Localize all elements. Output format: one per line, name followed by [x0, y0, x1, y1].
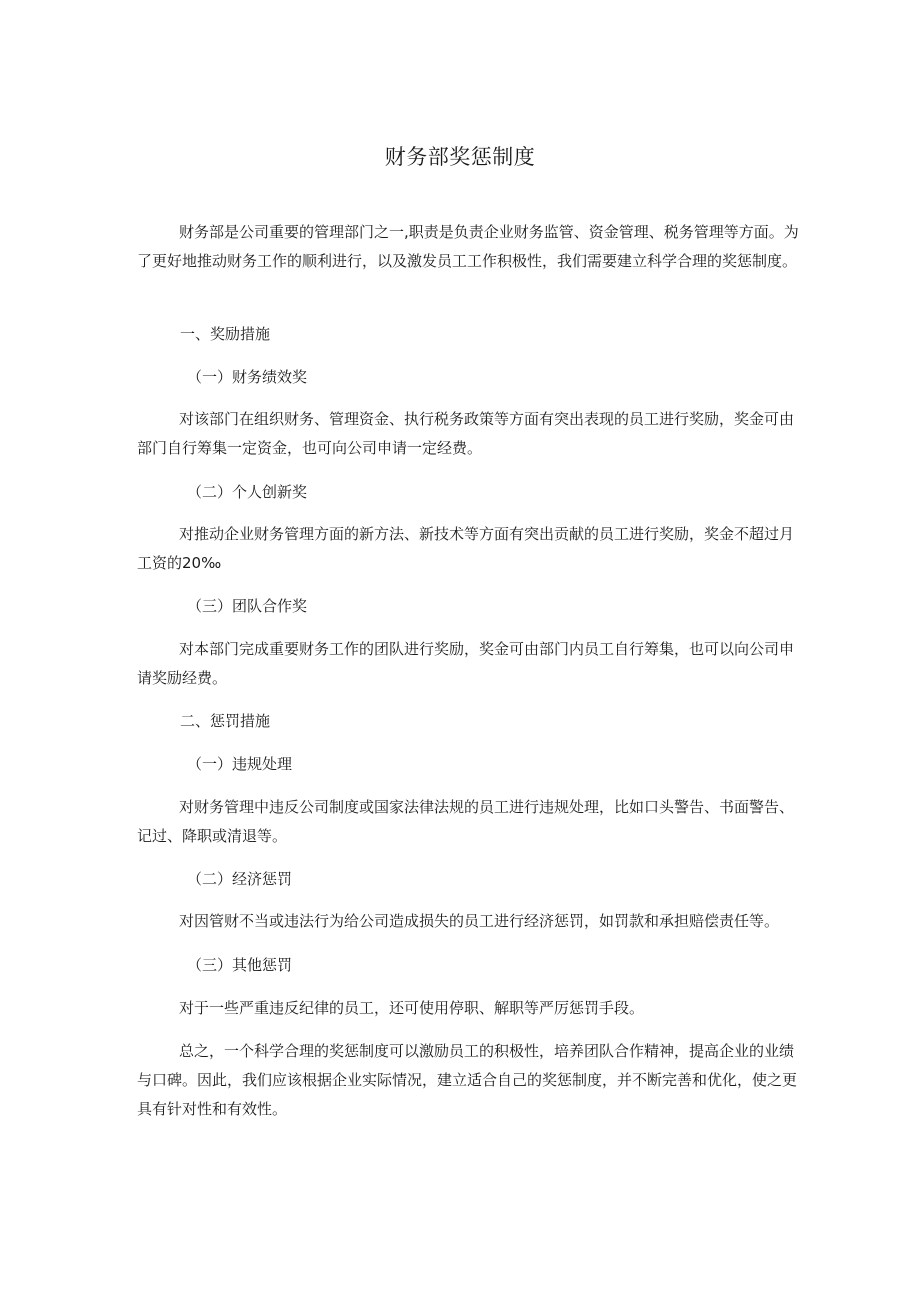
- reward-text-teamwork: 对本部门完成重要财务工作的团队进行奖励，奖金可由部门内员工自行筹集，也可以向公司申请奖励经费。: [137, 640, 795, 687]
- rewards-heading: 一、奖励措施: [180, 325, 271, 343]
- reward-subheading-performance: （一）财务绩效奖: [187, 368, 308, 386]
- conclusion-paragraph: 总之，一个科学合理的奖惩制度可以激励员工的积极性，培养团队合作精神，提高企业的业绩与口碑。因此，我们应该根据企业实际情况，建立适合自己的奖惩制度，并不断完善和优化，使之更具有针对性和有效性。: [137, 1042, 798, 1118]
- reward-text-innovation: 对推动企业财务管理方面的新方法、新技术等方面有突出贡献的员工进行奖励，奖金不超过月工资的20‰: [137, 525, 795, 572]
- penalty-text-other: 对于一些严重违反纪律的员工，还可使用停职、解职等严厉惩罚手段。: [179, 999, 645, 1017]
- penalty-subheading-other: （三）其他惩罚: [187, 956, 293, 974]
- penalty-subheading-economic: （二）经济惩罚: [187, 870, 293, 888]
- penalty-subheading-violation: （一）违规处理: [187, 755, 293, 773]
- reward-subheading-teamwork: （三）团队合作奖: [187, 597, 308, 615]
- penalties-heading: 二、惩罚措施: [180, 712, 271, 730]
- reward-text-performance: 对该部门在组织财务、管理资金、执行税务政策等方面有突出表现的员工进行奖励，奖金可由部门自行筹集一定资金，也可向公司申请一定经费。: [137, 410, 795, 457]
- penalty-text-violation: 对财务管理中违反公司制度或国家法律法规的员工进行违规处理，比如口头警告、书面警告、记过、降职或清退等。: [137, 798, 795, 845]
- reward-subheading-innovation: （二）个人创新奖: [187, 483, 308, 501]
- penalty-text-economic: 对因管财不当或违法行为给公司造成损失的员工进行经济惩罚，如罚款和承担赔偿责任等。: [179, 912, 780, 930]
- document-title: 财务部奖惩制度: [384, 145, 536, 169]
- intro-paragraph: 财务部是公司重要的管理部门之一,职责是负责企业财务监管、资金管理、税务管理等方面。为了更好地推动财务工作的顺利进行，以及激发员工工作积极性，我们需要建立科学合理的奖惩制度。: [137, 223, 799, 270]
